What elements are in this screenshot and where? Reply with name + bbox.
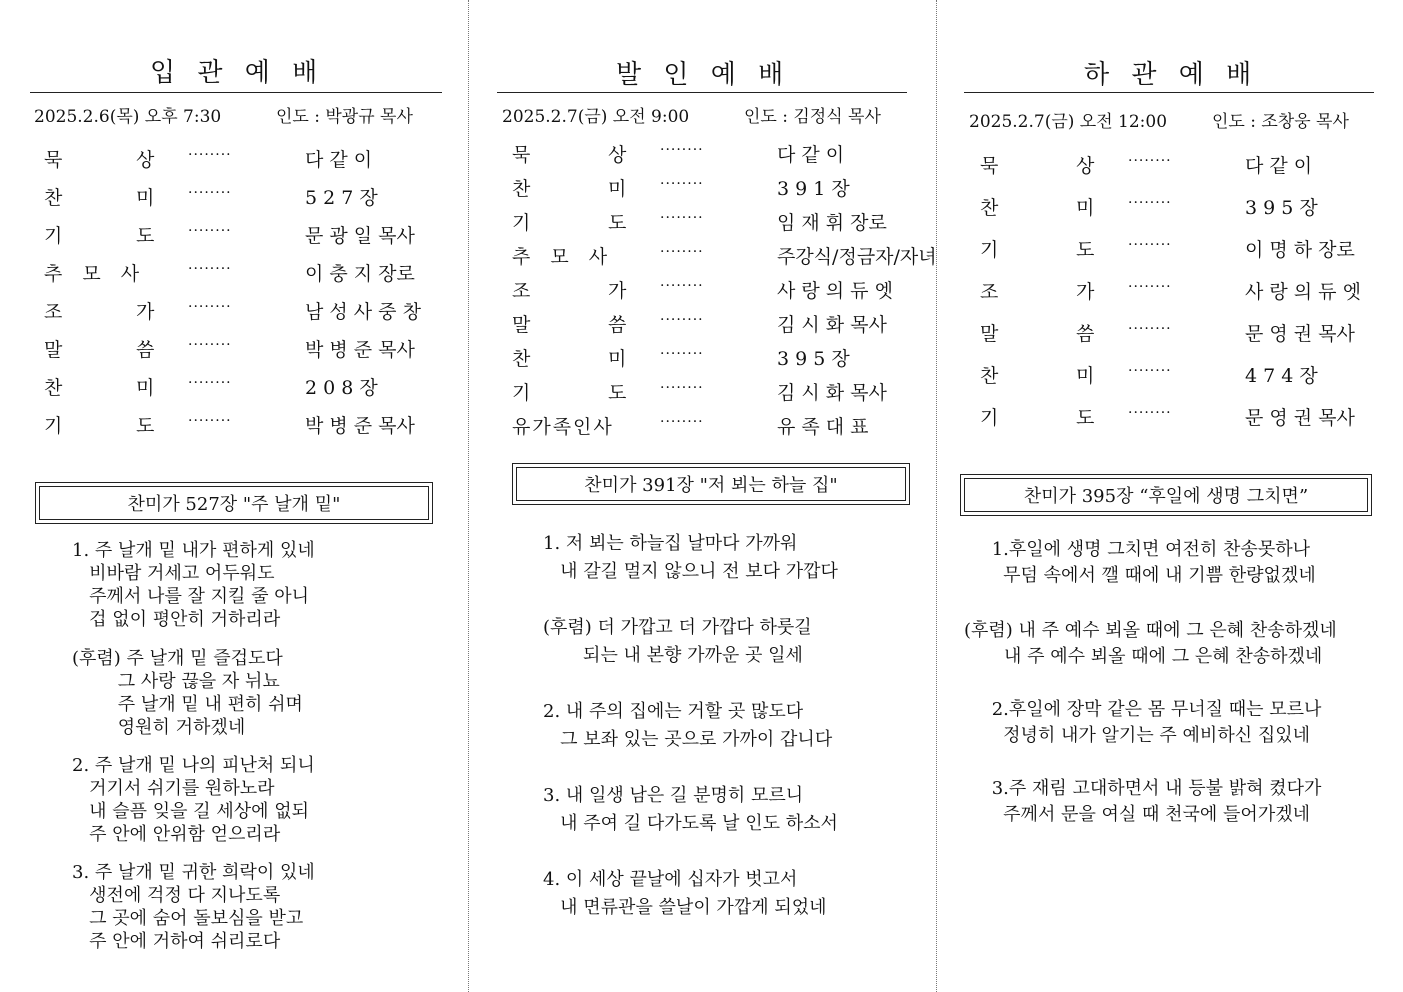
order-item-name: 기 bbox=[44, 415, 63, 437]
order-item bbox=[44, 373, 454, 399]
leader-dots: ········ bbox=[188, 223, 232, 239]
service-title-1: 입 관 예 배 bbox=[150, 58, 318, 88]
verse-1-3: 3. 주 날개 밑 귀한 희락이 있네 생전에 걱정 다 지나도록 그 곳에 숨어 돌보심을 받고 주 안에 거하여 쉬리로다 bbox=[72, 862, 315, 952]
leader-dots: ········ bbox=[188, 147, 232, 163]
order-item-name: 찬 bbox=[512, 348, 531, 370]
order-item-value: 다 같 이 bbox=[777, 144, 845, 166]
leader-dots: ········ bbox=[660, 176, 704, 192]
order-item-name-2: 도 bbox=[136, 225, 155, 247]
service-date-3: 2025.2.7(금) 오전 12:00 bbox=[969, 112, 1168, 132]
leader-dots: ········ bbox=[188, 299, 232, 315]
verse-3-2: 2.후일에 장막 같은 몸 무너질 때는 모르나 정녕히 내가 알기는 주 예비하신 집있네 bbox=[991, 699, 1322, 746]
order-item-value: 김 시 화 목사 bbox=[777, 382, 887, 404]
order-item-value: 주강식/정금자/자녀 bbox=[777, 246, 937, 268]
leader-dots: ········ bbox=[1128, 321, 1172, 337]
order-item bbox=[512, 378, 922, 404]
order-item bbox=[512, 208, 922, 234]
order-item bbox=[980, 403, 1390, 429]
leader-dots: ········ bbox=[660, 244, 704, 260]
order-item-value: 2 0 8 장 bbox=[305, 377, 378, 399]
hymn-title-1: 찬미가 527장 "주 날개 밑" bbox=[39, 486, 429, 520]
order-item bbox=[512, 174, 922, 200]
order-item-value: 3 9 5 장 bbox=[1245, 197, 1318, 219]
order-item-value: 문 영 권 목사 bbox=[1245, 323, 1355, 345]
order-item-name: 기 bbox=[512, 382, 531, 404]
order-item-name: 기 bbox=[512, 212, 531, 234]
leader-dots: ········ bbox=[188, 375, 232, 391]
leader-dots: ········ bbox=[1128, 195, 1172, 211]
order-item bbox=[44, 297, 454, 323]
order-item-name: 기 bbox=[44, 225, 63, 247]
leader-dots: ········ bbox=[188, 337, 232, 353]
order-item-name: 묵 bbox=[44, 149, 63, 171]
order-item-name-2: 씀 bbox=[136, 339, 155, 361]
order-item-name: 말 bbox=[44, 339, 63, 361]
hymn-title-box-1 bbox=[35, 482, 433, 524]
chorus-1: (후렴) 주 날개 밑 즐겁도다 그 사랑 끊을 자 뉘뇨 주 날개 밑 내 편히 쉬며 영원히 거하겠네 bbox=[72, 648, 303, 738]
order-item-name: 말 bbox=[512, 314, 531, 336]
order-item-name: 조 bbox=[44, 301, 63, 323]
order-item bbox=[44, 145, 454, 171]
order-item-name-2: 씀 bbox=[1076, 323, 1095, 345]
order-item-name-2: 상 bbox=[1076, 155, 1095, 177]
leader-dots: ········ bbox=[188, 185, 232, 201]
verse-3-1: 1.후일에 생명 그치면 여전히 찬송못하나 무덤 속에서 깰 때에 내 기쁨 한량없겠네 bbox=[991, 539, 1316, 586]
order-item-name: 찬 bbox=[980, 197, 999, 219]
service-leader-2: 인도 : 김정식 목사 bbox=[744, 107, 881, 127]
hymn-title-box-3 bbox=[960, 474, 1372, 516]
verse-1-1: 1. 주 날개 밑 내가 편하게 있네 비바람 거세고 어두워도 주께서 나를 잘 지킬 줄 아니 겁 없이 평안히 거하리라 bbox=[72, 540, 315, 630]
order-item-name: 묵 bbox=[512, 144, 531, 166]
order-item-name: 추 모 사 bbox=[512, 246, 608, 268]
order-item-name: 추 모 사 bbox=[44, 263, 140, 285]
leader-dots: ········ bbox=[660, 210, 704, 226]
leader-dots: ········ bbox=[660, 142, 704, 158]
service-date-2: 2025.2.7(금) 오전 9:00 bbox=[502, 107, 690, 127]
order-item-value: 박 병 준 목사 bbox=[305, 339, 415, 361]
order-item bbox=[512, 140, 922, 166]
order-item bbox=[44, 411, 454, 437]
order-item-name: 기 bbox=[980, 407, 999, 429]
order-item-name-2: 상 bbox=[608, 144, 627, 166]
order-item-name-2: 상 bbox=[136, 149, 155, 171]
order-item-name-2: 가 bbox=[1076, 281, 1095, 303]
order-item-name-2: 미 bbox=[608, 178, 627, 200]
order-item bbox=[512, 310, 922, 336]
order-item-name: 말 bbox=[980, 323, 999, 345]
order-item-name: 유가족인사 bbox=[512, 416, 614, 438]
service-date-1: 2025.2.6(목) 오후 7:30 bbox=[34, 107, 222, 127]
order-item-value: 사 랑 의 듀 엣 bbox=[1245, 281, 1361, 303]
order-item-name: 찬 bbox=[512, 178, 531, 200]
order-item-name-2: 도 bbox=[136, 415, 155, 437]
order-item-name-2: 도 bbox=[1076, 407, 1095, 429]
order-item bbox=[44, 259, 454, 285]
order-item bbox=[512, 276, 922, 302]
order-item bbox=[980, 319, 1390, 345]
order-item-name: 찬 bbox=[980, 365, 999, 387]
order-item-value: 다 같 이 bbox=[1245, 155, 1313, 177]
leader-dots: ········ bbox=[660, 346, 704, 362]
leader-dots: ········ bbox=[660, 312, 704, 328]
leader-dots: ········ bbox=[1128, 279, 1172, 295]
order-item bbox=[512, 242, 937, 268]
title-rule-3 bbox=[964, 92, 1374, 93]
leader-dots: ········ bbox=[1128, 153, 1172, 169]
column-divider-1 bbox=[468, 0, 469, 992]
leader-dots: ········ bbox=[1128, 237, 1172, 253]
order-item-name: 묵 bbox=[980, 155, 999, 177]
order-item-name: 조 bbox=[512, 280, 531, 302]
order-item bbox=[512, 412, 922, 438]
leader-dots: ········ bbox=[1128, 405, 1172, 421]
order-item bbox=[512, 344, 922, 370]
order-item bbox=[980, 235, 1390, 261]
order-item-name: 기 bbox=[980, 239, 999, 261]
hymn-title-2: 찬미가 391장 "저 뵈는 하늘 집" bbox=[516, 467, 906, 501]
order-item-value: 다 같 이 bbox=[305, 149, 373, 171]
order-item-value: 문 영 권 목사 bbox=[1245, 407, 1355, 429]
order-item-value: 5 2 7 장 bbox=[305, 187, 378, 209]
verse-3-3: 3.주 재림 고대하면서 내 등불 밝혀 켰다가 주께서 문을 여실 때 천국에 들어가겠네 bbox=[991, 778, 1322, 825]
order-item-name-2: 도 bbox=[608, 382, 627, 404]
service-leader-1: 인도 : 박광규 목사 bbox=[276, 107, 413, 127]
order-item-value: 김 시 화 목사 bbox=[777, 314, 887, 336]
order-item-name: 조 bbox=[980, 281, 999, 303]
order-item-name-2: 씀 bbox=[608, 314, 627, 336]
order-item bbox=[980, 151, 1390, 177]
order-item-name-2: 도 bbox=[1076, 239, 1095, 261]
leader-dots: ········ bbox=[660, 380, 704, 396]
verse-2-4: 4. 이 세상 끝날에 십자가 벗고서 내 면류관을 쓸날이 가깝게 되었네 bbox=[543, 869, 827, 918]
hymn-title-box-2 bbox=[512, 463, 910, 505]
chorus-2: (후렴) 더 가깝고 더 가깝다 하룻길 되는 내 본향 가까운 곳 일세 bbox=[543, 617, 812, 666]
order-item bbox=[44, 183, 454, 209]
order-item-name: 찬 bbox=[44, 377, 63, 399]
order-item-value: 남 성 사 중 창 bbox=[305, 301, 421, 323]
leader-dots: ········ bbox=[188, 261, 232, 277]
leader-dots: ········ bbox=[660, 414, 704, 430]
title-rule-2 bbox=[497, 92, 907, 93]
service-title-2: 발 인 예 배 bbox=[616, 60, 784, 90]
order-item-name-2: 미 bbox=[1076, 365, 1095, 387]
order-item-value: 이 충 지 장로 bbox=[305, 263, 415, 285]
verse-2-2: 2. 내 주의 집에는 거할 곳 많도다 그 보좌 있는 곳으로 가까이 갑니다 bbox=[543, 701, 833, 750]
chorus-3: (후렴) 내 주 예수 뵈올 때에 그 은혜 찬송하겠네 내 주 예수 뵈올 때에 그 은혜 찬송하겠네 bbox=[964, 620, 1337, 667]
column-divider-2 bbox=[936, 0, 937, 992]
order-item-value: 문 광 일 목사 bbox=[305, 225, 415, 247]
order-item-name-2: 미 bbox=[136, 187, 155, 209]
order-item-name-2: 가 bbox=[608, 280, 627, 302]
order-item bbox=[980, 277, 1390, 303]
order-item-value: 임 재 휘 장로 bbox=[777, 212, 887, 234]
order-item bbox=[980, 193, 1390, 219]
order-item-value: 사 랑 의 듀 엣 bbox=[777, 280, 893, 302]
order-item-name: 찬 bbox=[44, 187, 63, 209]
verse-2-3: 3. 내 일생 남은 길 분명히 모르니 내 주여 길 다가도록 날 인도 하소서 bbox=[543, 785, 838, 834]
order-item bbox=[44, 221, 454, 247]
order-item-value: 이 명 하 장로 bbox=[1245, 239, 1355, 261]
order-item-value: 3 9 5 장 bbox=[777, 348, 850, 370]
service-title-3: 하 관 예 배 bbox=[1084, 60, 1252, 90]
order-item bbox=[44, 335, 454, 361]
order-item-name-2: 미 bbox=[136, 377, 155, 399]
title-rule-1 bbox=[30, 92, 442, 93]
order-item-value: 4 7 4 장 bbox=[1245, 365, 1318, 387]
leader-dots: ········ bbox=[660, 278, 704, 294]
order-item bbox=[980, 361, 1390, 387]
leader-dots: ········ bbox=[188, 413, 232, 429]
order-item-value: 유 족 대 표 bbox=[777, 416, 869, 438]
service-leader-3: 인도 : 조창웅 목사 bbox=[1212, 112, 1349, 132]
order-item-name-2: 미 bbox=[1076, 197, 1095, 219]
verse-2-1: 1. 저 뵈는 하늘집 날마다 가까워 내 갈길 멀지 않으니 전 보다 가깝다 bbox=[543, 533, 838, 582]
order-item-name-2: 미 bbox=[608, 348, 627, 370]
verse-1-2: 2. 주 날개 밑 나의 피난처 되니 거기서 쉬기를 원하노라 내 슬픔 잊을 길 세상에 없되 주 안에 안위함 얻으리라 bbox=[72, 755, 315, 845]
order-item-name-2: 도 bbox=[608, 212, 627, 234]
hymn-title-3: 찬미가 395장 “후일에 생명 그치면” bbox=[964, 478, 1368, 512]
order-item-value: 박 병 준 목사 bbox=[305, 415, 415, 437]
leader-dots: ········ bbox=[1128, 363, 1172, 379]
order-item-name-2: 가 bbox=[136, 301, 155, 323]
order-item-value: 3 9 1 장 bbox=[777, 178, 850, 200]
